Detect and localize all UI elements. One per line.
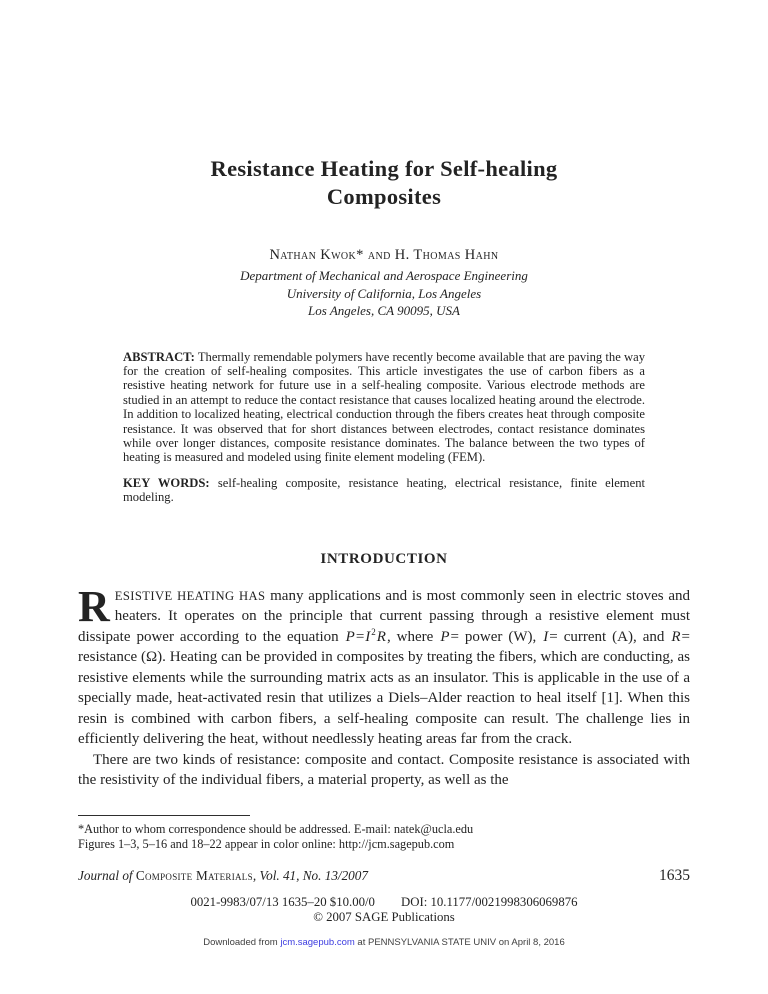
footnotes-block [78, 822, 768, 853]
doi-code: DOI: 10.1177/0021998306069876 [400, 894, 578, 909]
authors-line: Nathan Kwok* and H. Thomas Hahn [269, 247, 499, 263]
lead-small-caps: ESISTIVE HEATING HAS [114, 588, 266, 603]
intro-paragraph-2: There are two kinds of resistance: composite and contact. Composite resistance is associated with the resistivity of the individual fibers, a material property, as well as the [78, 751, 690, 789]
download-link[interactable]: jcm.sagepub.com [280, 936, 355, 948]
title-line-1: Resistance Heating for Self-healing [210, 156, 558, 181]
journal-name: Composite Materials [135, 867, 253, 883]
var-r-resistance: R [671, 628, 681, 645]
abstract-text: Thermally remendable polymers have recently become available that are paving the way for the creation of self-healing composites. This article investigates the use of carbon fibers as a resistive heating network for future use in a self-healing composite. Various electrode methods are studied in an attempt to reduce the contact resistance that causes localized heating around the electrode. In addition to localized heating, electrical conduction through the fibers creates heat through composite resistance. It was observed that for short distances between electrodes, contact resistance dominates while over longer distances, composite resistance dominates. The balance between the two types of heating is measured and modeled using finite element modeling (FEM). [123, 349, 645, 465]
var-i-current: I [543, 628, 549, 645]
footnote-figures: Figures 1–3, 5–16 and 18–22 appear in color online: http://jcm.sagepub.com [78, 837, 455, 852]
keywords-text: self-healing composite, resistance heating, electrical resistance, finite element modeling. [123, 475, 645, 505]
affiliation-line-2: University of California, Los Angeles [286, 285, 482, 301]
keywords-label: KEY WORDS: [123, 475, 210, 490]
equation-equals: = [355, 628, 365, 645]
text-run: = resistance (Ω). Heating can be provided in composites by treating the fibers, which are conducting, as resistive elements while the surrounding matrix acts as an insulator. This is applicable in the use of a specially made, heat-activated resin that utilizes a Diels–Alder reaction to heal itself [1]. When this resin is combined with carbon fibers, a self-healing composite can result. The challenge lies in efficiently delivering the heat, without needlessly heating areas far from the crack. [78, 628, 690, 748]
affiliation-line-1: Department of Mechanical and Aerospace Engineering [240, 268, 528, 283]
drop-cap: R [78, 581, 110, 631]
page-title [0, 155, 768, 211]
journal-citation-prefix: Journal of [78, 867, 136, 883]
abstract-block [123, 350, 645, 505]
abstract-label: ABSTRACT: [123, 349, 195, 364]
journal-citation-row [78, 867, 690, 885]
equation-superscript-2: 2 [371, 626, 376, 637]
title-line-2: Composites [326, 184, 442, 209]
copyright-line: © 2007 SAGE Publications [313, 909, 455, 924]
equation-var-i: I [365, 628, 371, 645]
var-p-power: P [440, 628, 450, 645]
download-notice-prefix: Downloaded from [203, 936, 281, 948]
download-notice-suffix: at PENNSYLVANIA STATE UNIV on April 8, 2016 [354, 936, 565, 948]
footnote-divider [78, 815, 250, 816]
intro-paragraph-1 [78, 581, 690, 750]
text-run: , where [386, 628, 440, 645]
introduction-body [78, 581, 690, 791]
text-run: = power (W), [450, 628, 543, 645]
keywords-paragraph [123, 476, 645, 505]
introduction-heading: INTRODUCTION [320, 550, 448, 567]
footnote-author: *Author to whom correspondence should be addressed. E-mail: natek@ucla.edu [78, 821, 474, 836]
issn-doi-row [0, 895, 768, 910]
page-number: 1635 [659, 866, 690, 884]
equation-var-p: P [345, 628, 355, 645]
journal-citation [78, 868, 368, 884]
journal-citation-suffix: , Vol. 41, No. 13/2007 [252, 867, 368, 883]
affiliation-block [0, 267, 768, 320]
text-run: = current (A), and [549, 628, 671, 645]
text-run: many applications and is most commonly seen in electric stoves and heaters. It operates on the principle that current passing through a resistive element must dissipate power according to the equation [78, 587, 690, 645]
abstract-paragraph [123, 350, 645, 465]
download-notice [0, 937, 768, 948]
affiliation-line-3: Los Angeles, CA 90095, USA [308, 303, 460, 318]
issn-code: 0021-9983/07/13 1635–20 $10.00/0 [190, 894, 375, 909]
equation-var-r: R [376, 628, 386, 645]
